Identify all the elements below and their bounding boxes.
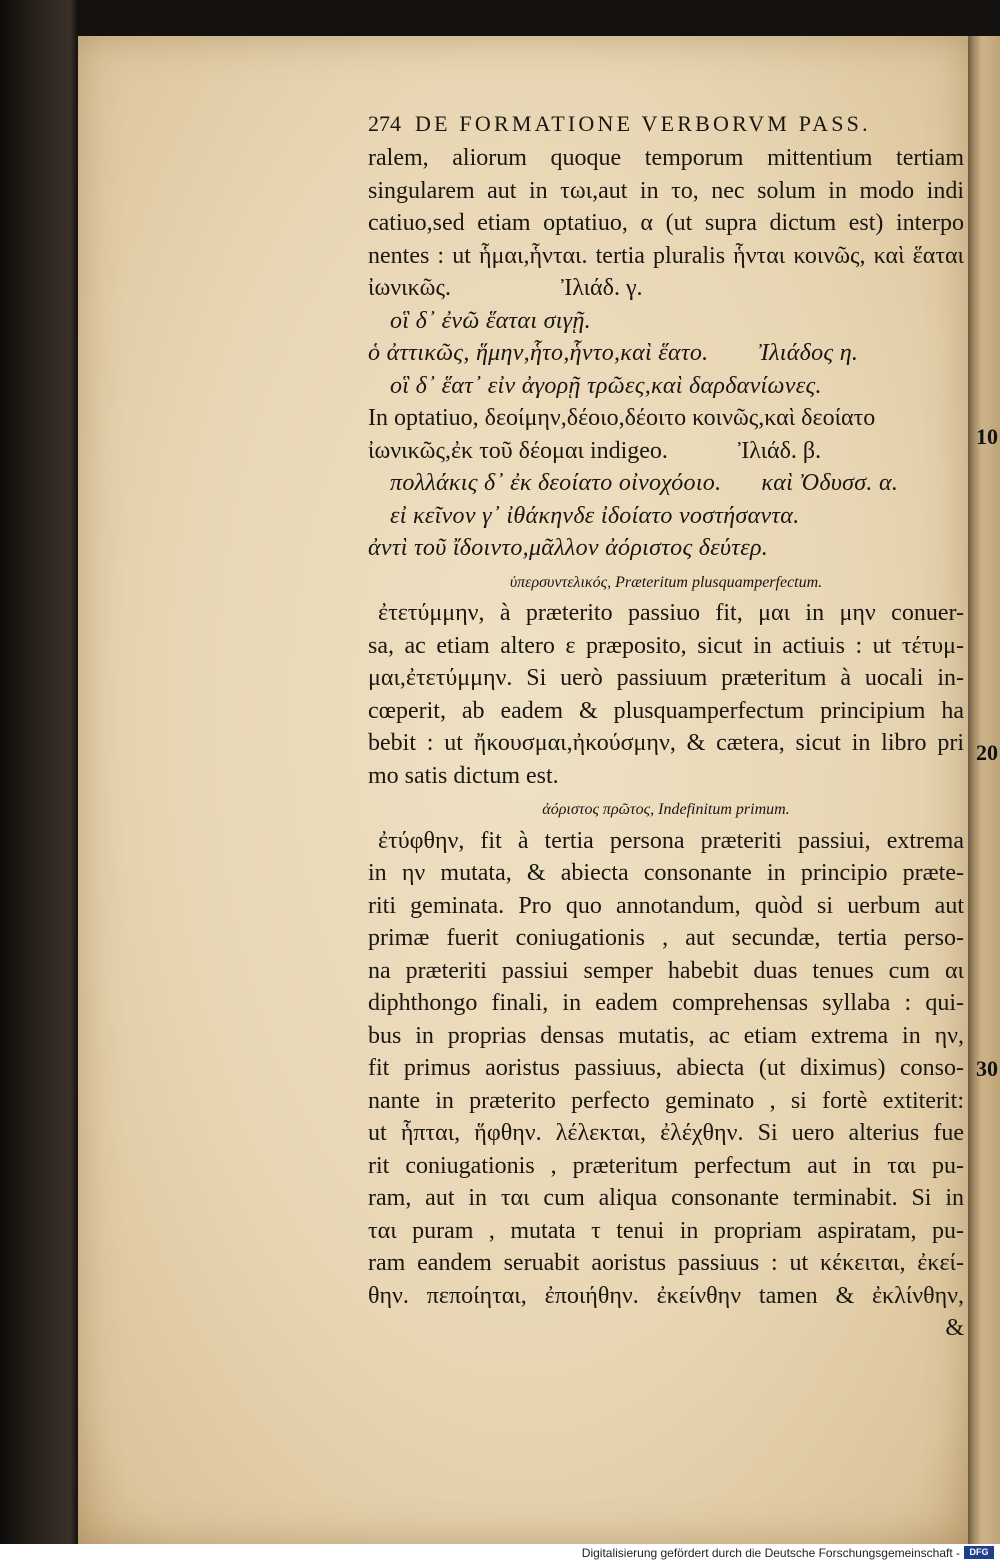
text-span: ἰωνικῶς,ἐκ τοῦ δέομαι indigeo. <box>368 437 668 464</box>
margin-line-number: 10 <box>976 424 998 449</box>
text-line: diphthongo finali, in eadem comprehensas syllaba : qui- <box>368 990 964 1016</box>
heading-latin: Indefinitum primum. <box>658 801 790 818</box>
text-line: singularem aut in τωι,aut in το, nec solum in modo indi <box>368 177 964 204</box>
text-line <box>368 272 964 305</box>
text-line: na præteriti passiui semper habebit duas tenues cum αι <box>368 957 964 984</box>
verse-line: εἰ κεῖνον γ᾽ ἰθάκηνδε ἰδοίατο νοστήσαντα. <box>390 502 800 529</box>
running-head <box>368 108 964 142</box>
margin-line-number: 20 <box>976 740 998 765</box>
section-heading <box>368 565 964 598</box>
verse-line: ἀντὶ τοῦ ἴδοιντο,μᾶλλον ἀόριστος δεύτερ. <box>368 535 769 561</box>
verse-line: οἳ δ᾽ ἐνῶ ἕαται σιγῇ. <box>390 307 591 334</box>
text-line: catiuo,sed etiam optatiuo, α (ut supra dictum est) interpo <box>368 210 964 236</box>
text-line: ται puram , mutata τ tenui in propriam aspiratam, pu- <box>368 1217 964 1244</box>
verse-line <box>368 467 964 500</box>
heading-greek: ἀόριστος πρῶτος, <box>542 801 655 818</box>
dfg-logo: DFG <box>964 1546 994 1559</box>
text-line <box>368 435 964 468</box>
citation: Ἰλιάδ. β. <box>737 437 822 464</box>
heading-greek: ὑπερσυντελικός, <box>509 573 612 591</box>
text-line: riti geminata. Pro quo annotandum, quòd si uerbum aut <box>368 892 964 919</box>
running-title: DE FORMATIONE VERBORVM PASS. <box>415 111 871 136</box>
text-line: nentes : ut ἧμαι,ἧνται. tertia pluralis ἧνται κοινῶς, καὶ ἕαται <box>368 242 964 269</box>
text-line: sa, ac etiam altero ε præposito, sicut in actiuis : ut τέτυμ- <box>368 632 964 659</box>
text-line: fit primus aoristus passiuus, abiecta (ut diximus) conso- <box>368 1055 964 1081</box>
verse-line <box>368 337 964 370</box>
verse-line: οἳ δ᾽ ἕατ᾽ εἰν ἀγορῇ τρῶες,καὶ δαρδανίωνες. <box>390 372 822 399</box>
text-line: nante in præterito perfecto geminato , si fortè extiterit: <box>368 1087 964 1114</box>
heading-latin: Præteritum plusquamperfectum. <box>615 573 823 591</box>
margin-line-number: 30 <box>976 1056 998 1081</box>
text-line: in ην mutata, & abiecta consonante in principio præte- <box>368 860 964 886</box>
text-span: ὁ ἀττικῶς, ἥμην,ἧτο,ἧντο,καὶ ἕατο. <box>368 340 709 366</box>
text-line: μαι,ἐτετύμμην. Si uerò passiuum præteritum à uocali in- <box>368 665 964 691</box>
text-line: primæ fuerit coniugationis , aut secundæ, tertia perso- <box>368 925 964 951</box>
facing-page-edge <box>968 36 1000 1544</box>
citation: καὶ Ὀδυσσ. α. <box>761 470 899 496</box>
text-line: In optatiuo, δεοίμην,δέοιο,δέοιτο κοινῶς,καὶ δεοίατο <box>368 405 876 431</box>
text-line: bus in proprias densas mutatis, ac etiam extrema in ην, <box>368 1022 964 1049</box>
text-line: ram eandem seruabit aoristus passiuus : ut κέκειται, ἐκεί- <box>368 1250 964 1276</box>
citation: Ἰλιάδος η. <box>758 340 859 366</box>
text-line: ram, aut in ται cum aliqua consonante terminabit. Si in <box>368 1185 964 1211</box>
footer-credit: Digitalisierung gefördert durch die Deutsche Forschungsgemeinschaft - <box>581 1546 960 1560</box>
text-line: ralem, aliorum quoque temporum mittentium tertiam <box>368 145 964 171</box>
text-line: ut ἧπται, ἥφθην. λέλεκται, ἐλέχθην. Si uero alterius fue <box>368 1120 964 1146</box>
page-number: 274 <box>368 111 401 136</box>
text-line: ἐτύφθην, fit à tertia persona præteriti passiui, extrema <box>378 827 964 854</box>
text-span: πολλάκις δ᾽ ἐκ δεοίατο οἰνοχόοιο. <box>390 470 722 496</box>
text-line: θην. πεποίηται, ἐποιήθην. ἐκείνθην tamen & ἐκλίνθην, <box>368 1282 964 1309</box>
text-line: rit coniugationis , præteritum perfectum aut in ται pu- <box>368 1152 964 1179</box>
digitization-footer <box>0 1544 1000 1562</box>
text-line: cœperit, ab eadem & plusquamperfectum principium ha <box>368 697 964 724</box>
catchword: & <box>945 1315 964 1341</box>
text-line: ἐτετύμμην, à præterito passiuo fit, μαι in μην conuer- <box>378 600 964 626</box>
citation: Ἰλιάδ. γ. <box>560 275 643 301</box>
text-span: ἰωνικῶς. <box>368 275 451 301</box>
text-line: mo satis dictum est. <box>368 762 559 789</box>
text-line: bebit : ut ἤκουσμαι,ἠκούσμην, & cætera, sicut in libro pri <box>368 730 964 756</box>
page-text <box>368 108 964 1345</box>
section-heading <box>368 792 964 825</box>
